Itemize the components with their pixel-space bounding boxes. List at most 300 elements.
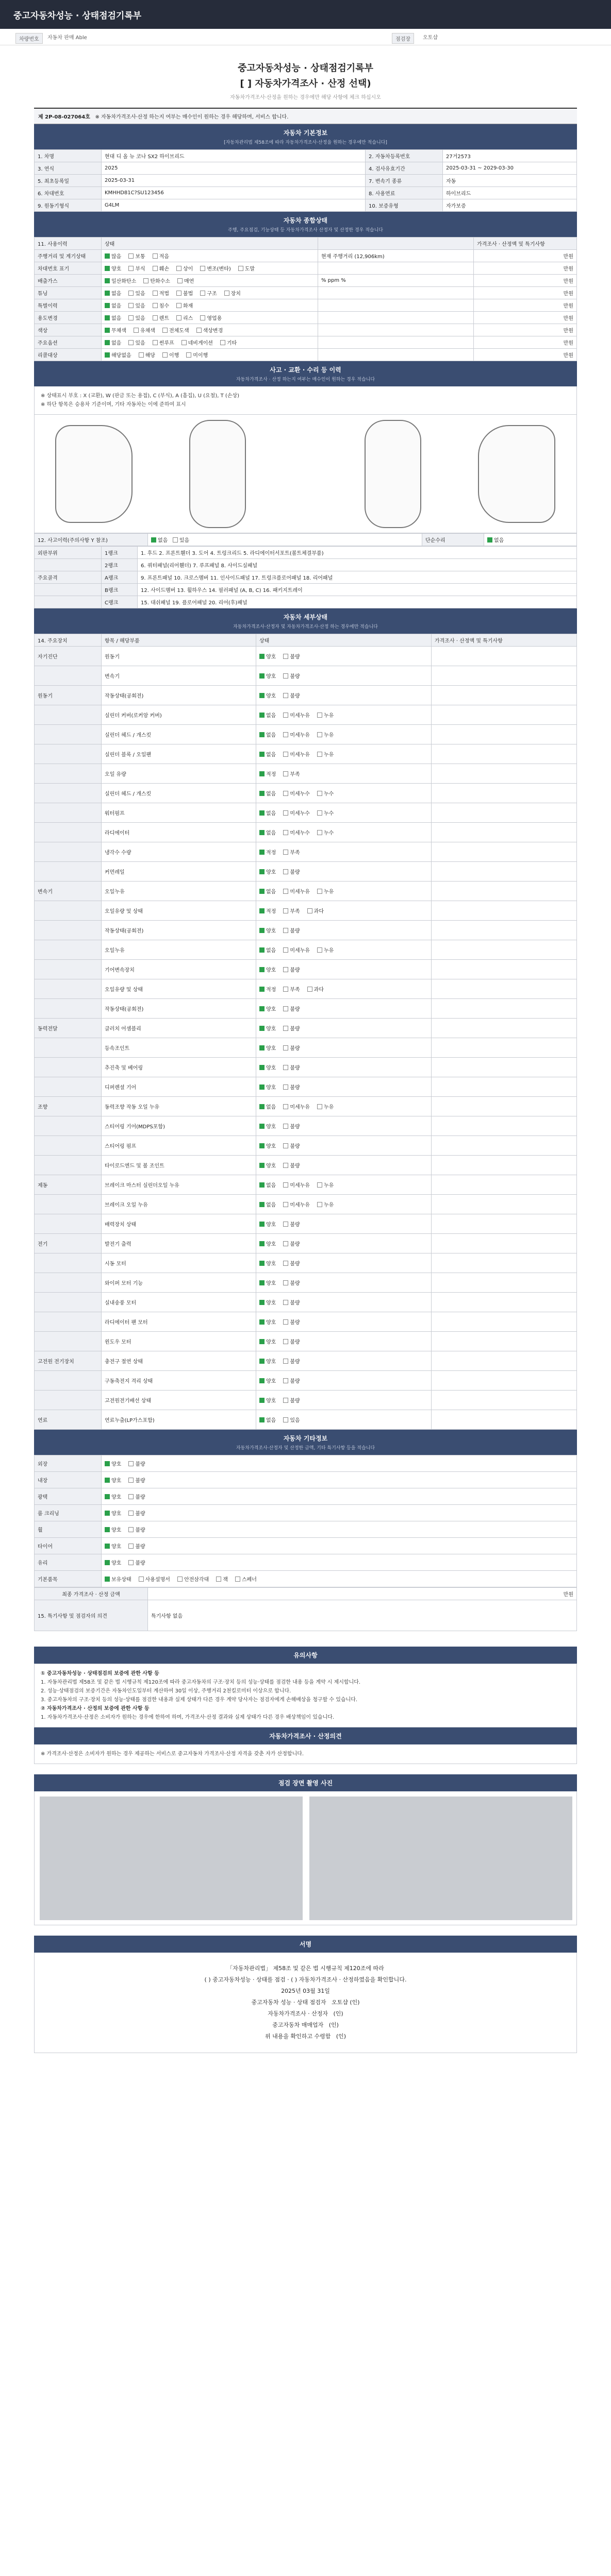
opinion-label: 15. 특기사항 및 점검자의 의견 <box>35 1600 148 1631</box>
detail-group <box>35 744 102 764</box>
detail-item: 작동상태(공회전) <box>102 921 256 940</box>
section-notice-title: 유의사항 <box>293 1652 318 1659</box>
detail-status[interactable]: 양호 불량 <box>256 1332 432 1351</box>
detail-row <box>35 1195 577 1214</box>
general-head <box>318 238 474 250</box>
detail-group <box>35 1391 102 1410</box>
detail-status[interactable]: 적정 부족 과다 <box>256 979 432 999</box>
detail-status[interactable]: 양호 불량 <box>256 1391 432 1410</box>
detail-group <box>35 764 102 784</box>
detail-group: 원동기 <box>35 686 102 705</box>
inspection-photo-front[interactable] <box>40 1797 303 1920</box>
general-key: 용도변경 <box>35 312 102 324</box>
general-options[interactable]: 무채색 유채색 전체도색 색상변경 <box>102 324 318 336</box>
detail-group <box>35 1116 102 1136</box>
detail-group: 자기진단 <box>35 647 102 666</box>
document-title-2: [ ] 자동차가격조사 · 산정 선택) <box>240 78 371 89</box>
general-memo <box>318 262 474 275</box>
detail-item: 오일유량 및 상태 <box>102 979 256 999</box>
detail-group: 조향 <box>35 1097 102 1116</box>
detail-price <box>432 705 577 725</box>
damage-grade: A랭크 <box>102 571 138 584</box>
general-options[interactable]: 일산화탄소 탄화수소 매연 <box>102 275 318 287</box>
simple-repair-value: 없음 <box>484 534 577 546</box>
detail-item: 스티어링 기어(MDPS포함) <box>102 1116 256 1136</box>
detail-row <box>35 979 577 999</box>
detail-row <box>35 1116 577 1136</box>
detail-row <box>35 725 577 744</box>
detail-price <box>432 921 577 940</box>
detail-group: 제동 <box>35 1175 102 1195</box>
detail-price <box>432 1019 577 1038</box>
general-head: 가격조사 · 산정액 및 특기사항 <box>474 238 577 250</box>
detail-price <box>432 784 577 803</box>
detail-group: 고전원 전기장치 <box>35 1351 102 1371</box>
detail-status[interactable]: 없음 미세누유 누유 <box>256 705 432 725</box>
detail-status[interactable]: 양호 불량 <box>256 1156 432 1175</box>
basic-value-2: 자동 <box>443 175 577 187</box>
detail-price <box>432 842 577 862</box>
detail-price <box>432 1175 577 1195</box>
etc-row <box>35 1472 577 1488</box>
detail-status[interactable]: 없음 미세누유 누유 <box>256 882 432 901</box>
basic-info-table <box>34 149 577 212</box>
notice-heading-2: ② 자동차가격조사 · 산정의 보증에 관한 사항 등 <box>41 1706 150 1711</box>
detail-item: 실린더 블록 / 오일팬 <box>102 744 256 764</box>
price-table <box>34 1587 577 1631</box>
detail-group <box>35 1038 102 1058</box>
detail-item: 실린더 헤드 / 개스킷 <box>102 784 256 803</box>
inspection-photo-rear[interactable] <box>309 1797 572 1920</box>
section-general-sub: 주행, 주요점검, 기능상태 등 자동차가격조사 산정자 및 산정한 경우 적습니다 <box>228 228 383 233</box>
detail-price <box>432 1097 577 1116</box>
detail-group <box>35 823 102 842</box>
detail-item: 브레이크 마스터 실린더오일 누유 <box>102 1175 256 1195</box>
detail-group <box>35 979 102 999</box>
basic-row <box>35 175 577 187</box>
detail-status[interactable]: 양호 불량 <box>256 666 432 686</box>
price-assessor-value: (인) <box>333 2010 343 2017</box>
detail-group <box>35 862 102 882</box>
etc-options[interactable]: 양호 불량 <box>102 1488 577 1505</box>
detail-item: 구동축전지 격리 상태 <box>102 1371 256 1391</box>
detail-item: 작동상태(공회전) <box>102 999 256 1019</box>
detail-status[interactable]: 양호 불량 <box>256 1214 432 1234</box>
simple-repair-label: 단순수리 <box>422 534 484 546</box>
detail-status[interactable]: 양호 불량 <box>256 1312 432 1332</box>
detail-status[interactable]: 없음 미세누유 누유 <box>256 1195 432 1214</box>
detail-item: 커먼레일 <box>102 862 256 882</box>
car-top-drawing-front <box>189 420 246 528</box>
detail-item: 스티어링 펌프 <box>102 1136 256 1156</box>
window-title: 중고자동차성능 · 상태점검기록부 <box>13 11 142 21</box>
detail-status[interactable]: 없음 미세누유 누유 <box>256 744 432 764</box>
detail-row <box>35 1391 577 1410</box>
detail-status[interactable]: 양호 불량 <box>256 1273 432 1293</box>
detail-status[interactable]: 없음 미세누유 누유 <box>256 940 432 960</box>
detail-status[interactable]: 없음 미세누유 누유 <box>256 1097 432 1116</box>
sign-block <box>34 1953 577 2053</box>
notice-item: 1. 자동차관리법 제58조 및 같은 법 시행규칙 제120조에 따라 중고자동차의 구조·장치 등의 성능·상태를 점검한 내용 등을 계약 시 제시합니다. <box>41 1680 361 1685</box>
detail-item: 시동 모터 <box>102 1253 256 1273</box>
section-opinion <box>34 1727 577 1744</box>
section-basic <box>34 124 577 149</box>
detail-status[interactable]: 양호 불량 <box>256 1019 432 1038</box>
etc-key: 휠 <box>35 1521 102 1538</box>
detail-row <box>35 1332 577 1351</box>
detail-row <box>35 921 577 940</box>
section-opinion-title: 자동차가격조사 · 산정의견 <box>269 1733 342 1740</box>
general-memo <box>318 312 474 324</box>
section-detail <box>34 608 577 634</box>
general-price: 만원 <box>474 275 577 287</box>
detail-status[interactable]: 양호 불량 <box>256 862 432 882</box>
document-title: 중고자동차성능 · 상태점검기록부 <box>238 63 373 74</box>
detail-price <box>432 1351 577 1371</box>
etc-key: 기본품목 <box>35 1571 102 1587</box>
opinion-text: 특기사항 없음 <box>148 1600 577 1631</box>
seller-label: 중고자동차 매매업자 <box>272 2022 324 2028</box>
etc-key: 외장 <box>35 1455 102 1472</box>
detail-status[interactable]: 양호 불량 <box>256 1253 432 1273</box>
detail-price <box>432 1273 577 1293</box>
detail-item: 디퍼렌셜 기어 <box>102 1077 256 1097</box>
detail-row <box>35 803 577 823</box>
detail-status[interactable]: 적정 부족 과다 <box>256 901 432 921</box>
detail-item: 충전구 절연 상태 <box>102 1351 256 1371</box>
detail-price <box>432 803 577 823</box>
detail-group <box>35 1312 102 1332</box>
detail-price <box>432 862 577 882</box>
basic-value-2: 하이브리드 <box>443 187 577 199</box>
damage-legend <box>34 386 577 415</box>
checker-label: 중고자동차 성능 · 상태 점검자 <box>251 1999 326 2006</box>
notice-item: 1. 자동차가격조사·산정은 소비자가 원하는 경우에 한하여 하며, 가격조사·산정 결과와 실제 상태가 다른 경우 배상책임이 있습니다. <box>41 1715 335 1720</box>
general-options[interactable]: 없음 있음 렌트 리스 영업용 <box>102 312 318 324</box>
detail-row <box>35 823 577 842</box>
detail-head: 가격조사 · 산정액 및 특기사항 <box>432 634 577 647</box>
general-memo <box>318 299 474 312</box>
detail-row <box>35 1097 577 1116</box>
price-assessor-label: 자동차가격조사 · 산정자 <box>268 2010 328 2017</box>
detail-row <box>35 666 577 686</box>
damage-grade: B랭크 <box>102 584 138 596</box>
damage-parts: 6. 쿼터패널(리어휀더) 7. 루프패널 8. 사이드실패널 <box>138 559 577 571</box>
accident-table <box>34 533 577 546</box>
document-header <box>34 46 577 108</box>
notice-body <box>34 1664 577 1727</box>
basic-value-2: 2025-03-31 ~ 2029-03-30 <box>443 162 577 175</box>
section-notice <box>34 1647 577 1664</box>
detail-status[interactable]: 양호 불량 <box>256 960 432 979</box>
detail-status[interactable]: 없음 미세누유 누유 <box>256 725 432 744</box>
detail-group <box>35 803 102 823</box>
detail-group <box>35 1273 102 1293</box>
detail-group <box>35 842 102 862</box>
detail-group <box>35 1195 102 1214</box>
general-key: 특별이력 <box>35 299 102 312</box>
detail-item: 라디에이터 <box>102 823 256 842</box>
detail-group <box>35 1332 102 1351</box>
detail-item: 브레이크 오일 누유 <box>102 1195 256 1214</box>
final-price-label: 최종 가격조사 · 산정 금액 <box>35 1588 148 1600</box>
basic-value-2: 27거2573 <box>443 150 577 162</box>
detail-group <box>35 1371 102 1391</box>
etc-key: 유리 <box>35 1554 102 1571</box>
etc-options[interactable]: 양호 불량 <box>102 1538 577 1554</box>
etc-table <box>34 1455 577 1587</box>
detail-group <box>35 1156 102 1175</box>
basic-key-2: 2. 자동차등록번호 <box>366 150 443 162</box>
general-memo: % ppm % <box>318 275 474 287</box>
basic-value: KMHHD81C?SU123456 <box>102 187 366 199</box>
etc-row <box>35 1455 577 1472</box>
detail-item: 와이퍼 모터 기능 <box>102 1273 256 1293</box>
damage-parts: 9. 프론트패널 10. 크로스멤버 11. 인사이드패널 17. 트렁크플로어패널 18. 리어패널 <box>138 571 577 584</box>
detail-row <box>35 1351 577 1371</box>
detail-item: 기어변속장치 <box>102 960 256 979</box>
detail-status[interactable]: 양호 불량 <box>256 1351 432 1371</box>
checker-value: 오토샵 (인) <box>331 1999 360 2006</box>
etc-row <box>35 1538 577 1554</box>
photo-area <box>34 1791 577 1925</box>
detail-row <box>35 842 577 862</box>
general-price: 만원 <box>474 336 577 349</box>
final-price-unit: 만원 <box>148 1588 577 1600</box>
basic-row <box>35 150 577 162</box>
detail-status[interactable]: 없음 미세누수 누수 <box>256 803 432 823</box>
section-sign-title: 서명 <box>299 1941 312 1948</box>
sign-line-1: 「자동차관리법」 제58조 및 같은 법 시행규칙 제120조에 따라 <box>227 1965 384 1972</box>
detail-row <box>35 882 577 901</box>
detail-status[interactable]: 없음 미세누수 누수 <box>256 823 432 842</box>
general-options[interactable]: 없음 있음 적법 불법 구조 장치 <box>102 287 318 299</box>
damage-legend-text: ※ 상태표시 부호 : X (교환), W (판금 또는 용접), C (부식), A (흠집), U (요철), T (손상) <box>41 393 240 399</box>
detail-head: 상태 <box>256 634 432 647</box>
damage-grade: C랭크 <box>102 596 138 608</box>
detail-item: 실내송풍 모터 <box>102 1293 256 1312</box>
damage-parts-table <box>34 546 577 608</box>
detail-item: 오일누유 <box>102 940 256 960</box>
basic-key-2: 10. 보증유형 <box>366 199 443 212</box>
etc-row <box>35 1505 577 1521</box>
damage-parts: 12. 사이드멤버 13. 휠하우스 14. 필러패널 (A, B, C) 16. 패키지트레이 <box>138 584 577 596</box>
section-detail-title: 자동차 세부상태 <box>283 614 328 621</box>
etc-options[interactable]: 양호 불량 <box>102 1554 577 1571</box>
etc-options[interactable]: 양호 불량 <box>102 1455 577 1472</box>
detail-row <box>35 1077 577 1097</box>
basic-key-2: 7. 변속기 종류 <box>366 175 443 187</box>
detail-price <box>432 725 577 744</box>
general-row <box>35 250 577 262</box>
general-row <box>35 336 577 349</box>
general-options[interactable]: 없음 있음 침수 화재 <box>102 299 318 312</box>
receiver-value: (인) <box>336 2033 346 2040</box>
section-photos <box>34 1774 577 1791</box>
detail-status[interactable]: 양호 불량 <box>256 1136 432 1156</box>
detail-status[interactable]: 양호 불량 <box>256 1293 432 1312</box>
detail-price <box>432 1312 577 1332</box>
detail-status[interactable]: 적정 부족 <box>256 764 432 784</box>
detail-row <box>35 705 577 725</box>
general-price: 만원 <box>474 299 577 312</box>
receiver-label: 위 내용을 확인하고 수령함 <box>265 2033 331 2040</box>
damage-row <box>35 596 577 608</box>
detail-row <box>35 744 577 764</box>
general-price: 만원 <box>474 312 577 324</box>
detail-status[interactable]: 양호 불량 <box>256 999 432 1019</box>
top-info-bar <box>0 29 611 45</box>
detail-item: 변속기 <box>102 666 256 686</box>
damage-key <box>35 584 102 596</box>
detail-item: 연료누출(LP가스포함) <box>102 1410 256 1430</box>
etc-options[interactable]: 보유상태 사용설명서 안전삼각대 잭 스페너 <box>102 1571 577 1587</box>
section-etc-title: 자동차 기타정보 <box>283 1435 328 1442</box>
general-row <box>35 262 577 275</box>
accident-value: 없음 있음 <box>148 534 422 546</box>
detail-item: 오일누유 <box>102 882 256 901</box>
detail-item: 냉각수 수량 <box>102 842 256 862</box>
detail-row <box>35 1293 577 1312</box>
general-options[interactable]: 해당없음 해당 이행 미이행 <box>102 349 318 361</box>
damage-row <box>35 559 577 571</box>
damage-parts: 1. 후드 2. 프론트휀더 3. 도어 4. 트렁크리드 5. 라디에이터서포트(볼트체결부품) <box>138 547 577 559</box>
damage-key: 외판부위 <box>35 547 102 559</box>
detail-status[interactable]: 양호 불량 <box>256 1077 432 1097</box>
general-memo <box>318 287 474 299</box>
section-detail-sub: 자동차가격조사·산정자 및 자동차가격조사·산정 하는 경우에만 적습니다 <box>233 624 378 630</box>
detail-item: 타이로드엔드 및 볼 조인트 <box>102 1156 256 1175</box>
damage-key <box>35 559 102 571</box>
detail-row <box>35 1410 577 1430</box>
detail-group: 동력전달 <box>35 1019 102 1038</box>
detail-item: 라디에이터 팬 모터 <box>102 1312 256 1332</box>
general-key: 배출가스 <box>35 275 102 287</box>
detail-price <box>432 764 577 784</box>
general-memo: 현재 주행거리 (12,906km) <box>318 250 474 262</box>
basic-key: 3. 연식 <box>35 162 102 175</box>
detail-status[interactable]: 적정 부족 <box>256 842 432 862</box>
detail-item: 원동기 <box>102 647 256 666</box>
detail-status[interactable]: 양호 불량 <box>256 921 432 940</box>
damage-legend-text-2: ※ 하단 항목은 승용차 기준이며, 기타 자동차는 이에 준하여 표시 <box>41 402 186 408</box>
damage-row <box>35 571 577 584</box>
detail-status[interactable]: 양호 불량 <box>256 1234 432 1253</box>
etc-options[interactable]: 양호 불량 <box>102 1505 577 1521</box>
detail-state-table <box>34 634 577 1430</box>
basic-value: 2025 <box>102 162 366 175</box>
general-options[interactable]: 많음 보통 적음 <box>102 250 318 262</box>
detail-price <box>432 1214 577 1234</box>
detail-group: 전기 <box>35 1234 102 1253</box>
detail-row <box>35 1371 577 1391</box>
basic-row <box>35 162 577 175</box>
seller-value: (인) <box>328 2022 339 2028</box>
general-price: 만원 <box>474 287 577 299</box>
detail-group <box>35 921 102 940</box>
section-basic-title: 자동차 기본정보 <box>283 129 328 137</box>
document-number-bar <box>34 108 577 124</box>
detail-price <box>432 1038 577 1058</box>
general-row <box>35 287 577 299</box>
detail-price <box>432 647 577 666</box>
detail-status[interactable]: 없음 미세누유 누유 <box>256 1175 432 1195</box>
etc-key: 룸 크리닝 <box>35 1505 102 1521</box>
detail-row <box>35 862 577 882</box>
general-row <box>35 312 577 324</box>
detail-status[interactable]: 양호 불량 <box>256 686 432 705</box>
car-right-side-drawing <box>478 425 555 523</box>
etc-options[interactable]: 양호 불량 <box>102 1472 577 1488</box>
detail-status[interactable]: 양호 불량 <box>256 1371 432 1391</box>
detail-price <box>432 1391 577 1410</box>
general-price: 만원 <box>474 262 577 275</box>
etc-row <box>35 1554 577 1571</box>
general-price: 만원 <box>474 349 577 361</box>
detail-status[interactable]: 양호 불량 <box>256 647 432 666</box>
detail-group <box>35 1058 102 1077</box>
general-row <box>35 299 577 312</box>
etc-key: 내장 <box>35 1472 102 1488</box>
etc-row <box>35 1571 577 1587</box>
detail-group <box>35 705 102 725</box>
detail-group <box>35 960 102 979</box>
detail-row <box>35 999 577 1019</box>
detail-row <box>35 686 577 705</box>
detail-status[interactable]: 양호 불량 <box>256 1038 432 1058</box>
detail-price <box>432 1293 577 1312</box>
basic-value: 현대 디 올 뉴 코나 SX2 하이브리드 <box>102 150 366 162</box>
detail-group <box>35 666 102 686</box>
detail-price <box>432 1332 577 1351</box>
detail-group <box>35 725 102 744</box>
general-options[interactable]: 양호 부식 훼손 상이 변조(변타) 도말 <box>102 262 318 275</box>
detail-group <box>35 784 102 803</box>
detail-row <box>35 1038 577 1058</box>
notice-item: 2. 성능·상태점검의 보증기간은 자동차인도일부터 계산하여 30일 이상, 주행거리 2천킬로미터 이상으로 합니다. <box>41 1688 291 1694</box>
document-number: 제 2P-08-027064호 <box>38 114 90 120</box>
basic-key: 1. 차명 <box>35 150 102 162</box>
basic-key-2: 4. 검사유효기간 <box>366 162 443 175</box>
detail-price <box>432 960 577 979</box>
general-row <box>35 349 577 361</box>
general-options[interactable]: 없음 있음 썬루프 네비게이션 기타 <box>102 336 318 349</box>
detail-status[interactable]: 없음 미세누수 누수 <box>256 784 432 803</box>
car-diagram <box>34 415 577 533</box>
damage-key: 주요골격 <box>35 571 102 584</box>
damage-parts: 15. 대쉬패널 19. 플로어패널 20. 리어(후)패널 <box>138 596 577 608</box>
section-basic-sub: [자동차관리법 제58조에 따라 자동차가격조사·산정을 원하는 경우에만 적습니다] <box>224 140 387 145</box>
detail-status[interactable]: 없음 있음 <box>256 1410 432 1430</box>
general-state-table <box>34 237 577 361</box>
detail-row <box>35 1019 577 1038</box>
basic-key-2: 8. 사용연료 <box>366 187 443 199</box>
etc-options[interactable]: 양호 불량 <box>102 1521 577 1538</box>
detail-group <box>35 1293 102 1312</box>
detail-item: 배력장치 상태 <box>102 1214 256 1234</box>
section-sign <box>34 1936 577 1953</box>
basic-key: 5. 최초등록일 <box>35 175 102 187</box>
general-key: 주행거리 및 계기상태 <box>35 250 102 262</box>
detail-status[interactable]: 양호 불량 <box>256 1116 432 1136</box>
damage-key <box>35 596 102 608</box>
detail-status[interactable]: 양호 불량 <box>256 1058 432 1077</box>
detail-price <box>432 744 577 764</box>
basic-value: 2025-03-31 <box>102 175 366 187</box>
detail-group <box>35 1077 102 1097</box>
detail-item: 윈도우 모터 <box>102 1332 256 1351</box>
detail-row <box>35 1234 577 1253</box>
